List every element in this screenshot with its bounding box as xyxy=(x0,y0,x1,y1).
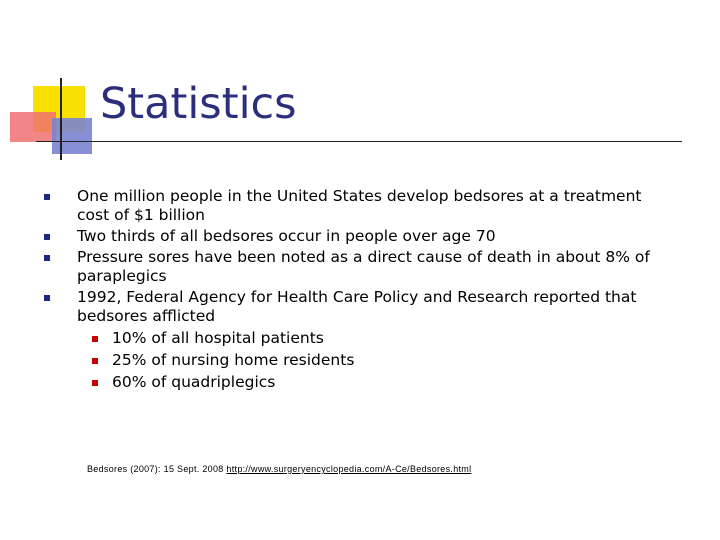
sub-bullet-text: 10% of all hospital patients xyxy=(112,329,324,347)
bullet-item xyxy=(44,227,664,246)
bullet-item xyxy=(44,187,664,225)
logo-vertical-line xyxy=(60,78,62,160)
citation-text: Bedsores (2007): 15 Sept. 2008 xyxy=(87,464,224,474)
bullet-text: 1992, Federal Agency for Health Care Policy and Research reported that bedsores afflicted xyxy=(77,288,637,325)
bullet-item xyxy=(44,248,664,286)
bullet-item xyxy=(44,288,664,392)
sub-bullet-text: 60% of quadriplegics xyxy=(112,373,276,391)
square-bullet-icon xyxy=(92,358,98,364)
sub-bullet-item xyxy=(77,329,664,348)
citation-link[interactable]: http://www.surgeryencyclopedia.com/A-Ce/Bedsores.html xyxy=(226,464,472,474)
logo-red-square xyxy=(10,112,56,142)
bullet-text: Two thirds of all bedsores occur in people over age 70 xyxy=(77,227,496,245)
square-bullet-icon xyxy=(44,194,50,200)
sub-bullet-item xyxy=(77,373,664,392)
slide-title: Statistics xyxy=(100,79,297,129)
square-bullet-icon xyxy=(44,295,50,301)
sub-bullet-list xyxy=(77,329,664,392)
square-bullet-icon xyxy=(44,234,50,240)
logo-blue-square xyxy=(52,118,92,154)
bullet-text: Pressure sores have been noted as a direct cause of death in about 8% of paraplegics xyxy=(77,248,650,285)
citation xyxy=(87,464,471,474)
sub-bullet-text: 25% of nursing home residents xyxy=(112,351,355,369)
bullet-text: One million people in the United States develop bedsores at a treatment cost of $1 billion xyxy=(77,187,642,224)
square-bullet-icon xyxy=(44,255,50,261)
square-bullet-icon xyxy=(92,336,98,342)
bullet-list xyxy=(44,187,664,395)
square-bullet-icon xyxy=(92,380,98,386)
title-divider xyxy=(36,141,682,142)
sub-bullet-item xyxy=(77,351,664,370)
